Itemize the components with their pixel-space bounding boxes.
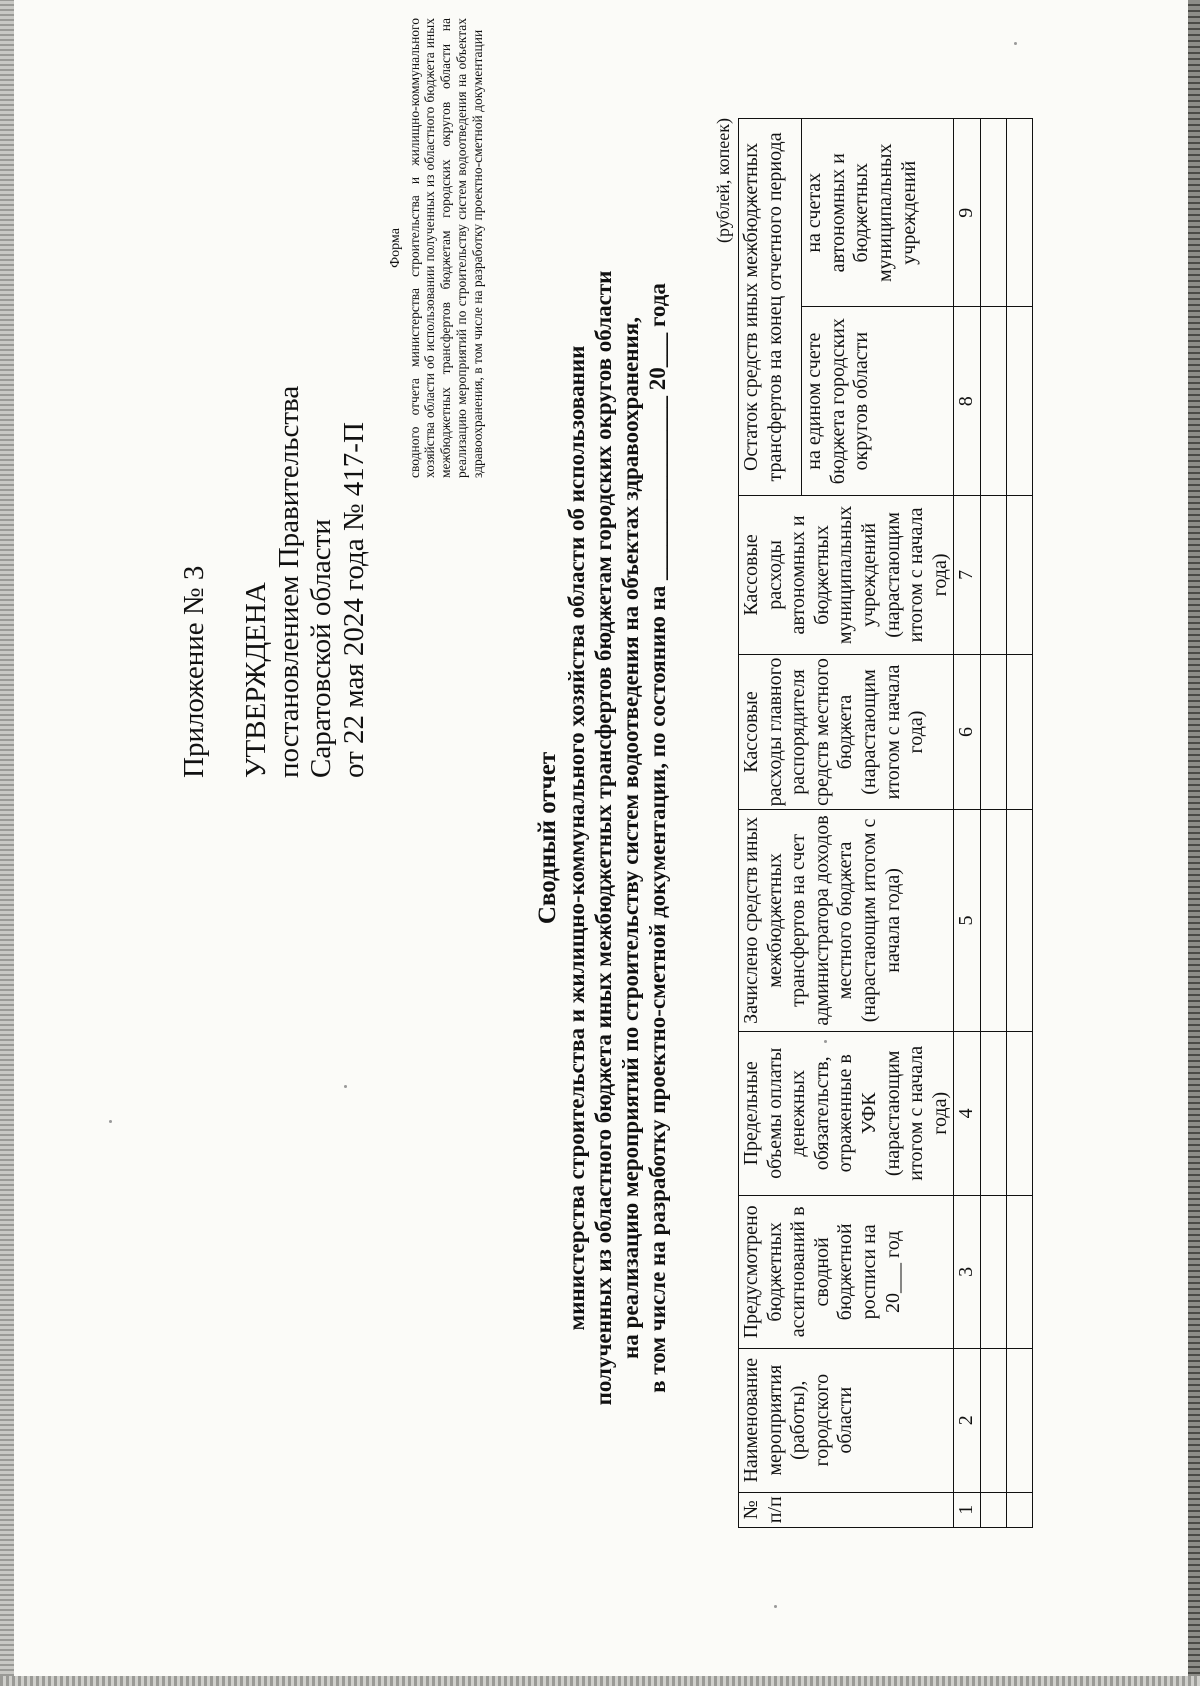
table-cell [1006, 1492, 1032, 1527]
column-number: 1 [954, 1492, 981, 1527]
annex-number: Приложение № 3 [178, 565, 210, 778]
table-cell [980, 810, 1006, 1032]
approval-line-2: Саратовской области [305, 519, 338, 778]
report-title [533, 128, 671, 1548]
column-number: 3 [954, 1195, 981, 1348]
table-cell [980, 495, 1006, 654]
table-cell [980, 654, 1006, 809]
approved-label: УТВЕРЖДЕНА [240, 582, 273, 778]
table-cell [1006, 1031, 1032, 1195]
report-title-line-2: полученных из областного бюджета иных межбюджетных трансфертов бюджетам городских округов области [590, 270, 616, 1406]
header-col-6: Кассовые расходы главного распорядителя средств местного бюджета (нарастающим итогом с начала года) [739, 654, 954, 809]
scan-edge-left [0, 0, 14, 1686]
scan-edge-bottom [0, 1676, 1200, 1686]
table-row [980, 119, 1006, 1528]
units-note: (рублей, копеек) [713, 118, 733, 244]
header-col-7: Кассовые расходы автономных и бюджетных муниципальных учреждений (нарастающим итогом с начала года) [739, 495, 954, 654]
header-col-9: на счетах автономных и бюджетных муниципальных учреждений [802, 119, 954, 307]
column-number: 9 [954, 119, 981, 307]
column-number: 4 [954, 1031, 981, 1195]
header-col-1: № п/п [739, 1492, 954, 1527]
column-number: 2 [954, 1348, 981, 1492]
scan-edge-right [1188, 0, 1200, 1686]
rotated-landscape-form [13, 18, 1183, 1658]
header-col-5: Зачислено средств иных межбюджетных трансфертов на счет администратора доходов местного бюджета (нарастающим итогом с начала года) [739, 810, 954, 1032]
column-number: 8 [954, 307, 981, 495]
table-cell [1006, 119, 1032, 307]
table-cell [980, 307, 1006, 495]
table-row [1006, 119, 1032, 1528]
form-text: сводного отчета министерства строительства и жилищно-коммунального хозяйства области об использовании полученных из областного бюджета иных межбюджетных трансфертов бюджетам городских округов области на реализацию мероприятий по строительству систем водоотведения на объектах здравоохранения, в том числе на разработку проектно-сметной документации [406, 18, 486, 478]
form-label: Форма [388, 228, 403, 268]
table-cell [980, 1348, 1006, 1492]
report-table [738, 118, 1033, 1528]
form-description [388, 18, 486, 478]
header-row-1 [739, 119, 802, 1528]
table-cell [980, 119, 1006, 307]
report-title-line-1: министерства строительства и жилищно-коммунального хозяйства области об использовании [563, 345, 589, 1331]
header-col-2: Наименование мероприятия (работы), городского области [739, 1348, 954, 1492]
column-number: 7 [954, 495, 981, 654]
report-title-main: Сводный отчет [534, 751, 561, 925]
column-number: 6 [954, 654, 981, 809]
report-title-line-3: на реализацию мероприятий по строительству систем водоотведения на объектах здравоохранения, [617, 317, 643, 1359]
table-cell [1006, 1348, 1032, 1492]
table-cell [980, 1195, 1006, 1348]
table-cell [1006, 1195, 1032, 1348]
header-col-3: Предусмотрено бюджетных ассигнований в сводной бюджетной росписи на 20___ год [739, 1195, 954, 1348]
report-title-line-4: в том числе на разработку проектно-сметной документации, по состоянию на ________________ 20___ года [644, 283, 670, 1393]
approval-line-3: от 22 мая 2024 года № 417-П [337, 422, 370, 778]
table-cell [1006, 307, 1032, 495]
header-col-4: Предельные объемы оплаты денежных обязательств, отраженные в УФК (нарастающим итогом с начала года) [739, 1031, 954, 1195]
approval-line-1: постановлением Правительства [272, 385, 305, 778]
table-cell [980, 1031, 1006, 1195]
column-number-row [954, 119, 981, 1528]
table-cell [1006, 495, 1032, 654]
table-cell [1006, 654, 1032, 809]
header-col-8: на едином счете бюджета городских округов области [802, 307, 954, 495]
table-cell [1006, 810, 1032, 1032]
column-number: 5 [954, 810, 981, 1032]
approval-stamp [178, 218, 370, 778]
header-group-balance: Остаток средств иных межбюджетных трансфертов на конец отчетного периода [739, 119, 802, 496]
table-cell [980, 1492, 1006, 1527]
